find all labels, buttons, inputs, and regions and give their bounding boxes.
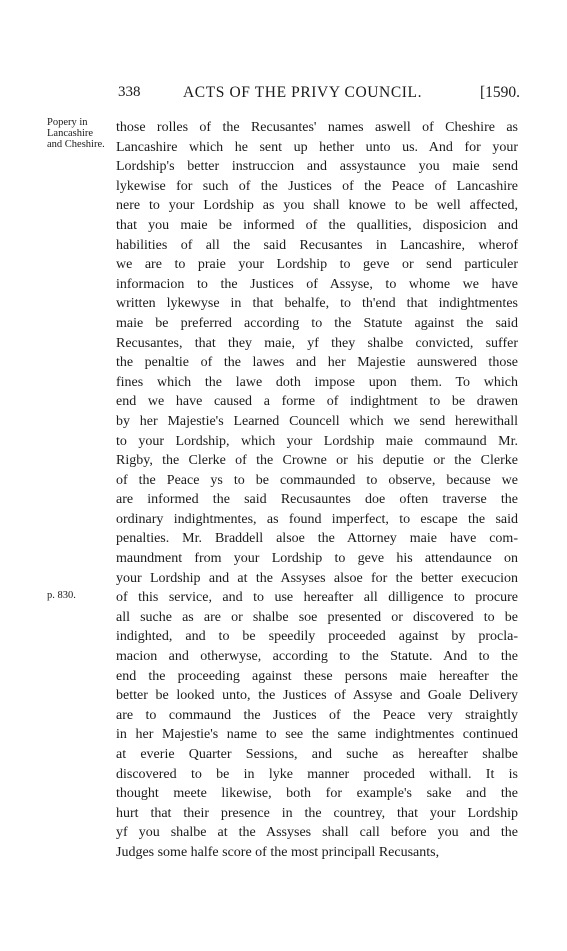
text-line: lykewise for such of the Justices of the Peace of Lancashire (116, 178, 518, 194)
text-line: thought meete likewise, both for example's sake and the (116, 786, 518, 802)
text-line: Recusantes, that they maie, yf they shalbe convicted, suffer (116, 335, 518, 351)
text-line: your Lordship and at the Assyses alsoe for the better execucion (116, 570, 518, 586)
text-line: end the proceeding against these persons maie hereafter the (116, 668, 518, 684)
text-line: informacion to the Justices of Assyse, to whome we have (116, 276, 518, 292)
text-line: of this service, and to use hereafter all dilligence to procure (116, 590, 518, 606)
text-line: ordinary indightmentes, as found imperfect, to escape the said (116, 511, 518, 527)
page-number: 338 (118, 84, 141, 100)
margin-page-reference: p. 830. (47, 590, 76, 601)
text-line: to your Lordship, which your Lordship maie commaund Mr. (116, 433, 518, 449)
text-line: written lykewyse in that behalfe, to th'end that indightmentes (116, 296, 518, 312)
text-line: are to commaund the Justices of the Peace very straightly (116, 707, 518, 723)
text-line: habilities of all the said Recusantes in Lancashire, wherof (116, 237, 518, 253)
text-line: we are to praie your Lordship to geve or send particuler (116, 257, 518, 273)
text-line: Lordship's better instruccion and assystaunce you maie send (116, 159, 518, 175)
text-line: in her Majestie's name to see the same indightmentes continued (116, 727, 518, 743)
text-line: end we have caused a forme of indightment to be drawen (116, 394, 518, 410)
text-line: discovered to be in lyke manner proceded withall. It is (116, 766, 518, 782)
text-line: maie be preferred according to the Statute against the said (116, 315, 518, 331)
text-line: nere to your Lordship as you shall knowe to be well affected, (116, 198, 518, 214)
text-line: are informed the said Recusauntes doe often traverse the (116, 492, 518, 508)
text-line: yf you shalbe at the Assyses shall call before you and the (116, 825, 518, 841)
text-line: of the Peace ys to be commaunded to observe, because we (116, 472, 518, 488)
text-line: hurt that their presence in the countrey, that your Lordship (116, 805, 518, 821)
text-line: that you maie be informed of the quallities, disposicion and (116, 217, 518, 233)
text-line: better be looked unto, the Justices of Assyse and Goale Delivery (116, 688, 518, 704)
running-header (0, 84, 567, 104)
text-line: fines which the lawe doth impose upon them. To which (116, 374, 518, 390)
text-line: penalties. Mr. Braddell alsoe the Attorney maie have com- (116, 531, 518, 547)
text-line: indighted, and to be speedily proceeded against by procla- (116, 629, 518, 645)
text-line: macion and otherwyse, according to the Statute. And to the (116, 649, 518, 665)
running-title: ACTS OF THE PRIVY COUNCIL. (183, 84, 423, 101)
text-line: those rolles of the Recusantes' names aswell of Cheshire as (116, 120, 518, 135)
side-note: Popery in Lancashire and Cheshire. (47, 117, 105, 150)
text-line: by her Majestie's Learned Councell which we send herewithall (116, 413, 518, 429)
body-text (116, 118, 518, 863)
text-line: the penaltie of the lawes and her Majestie aunswered those (116, 355, 518, 371)
text-line: all suche as are or shalbe soe presented or discovered to be (116, 609, 518, 625)
text-line: Judges some halfe score of the most principall Recusants, (116, 844, 440, 860)
text-line: Lancashire which he sent up hether unto us. And for your (116, 139, 518, 155)
text-line: at everie Quarter Sessions, and suche as hereafter shalbe (116, 747, 518, 762)
text-line: Rigby, the Clerke of the Crowne or his deputie or the Clerke (116, 453, 518, 469)
text-line: maundment from your Lordship to geve his attendaunce on (116, 551, 518, 567)
year-marker: [1590. (479, 84, 520, 101)
